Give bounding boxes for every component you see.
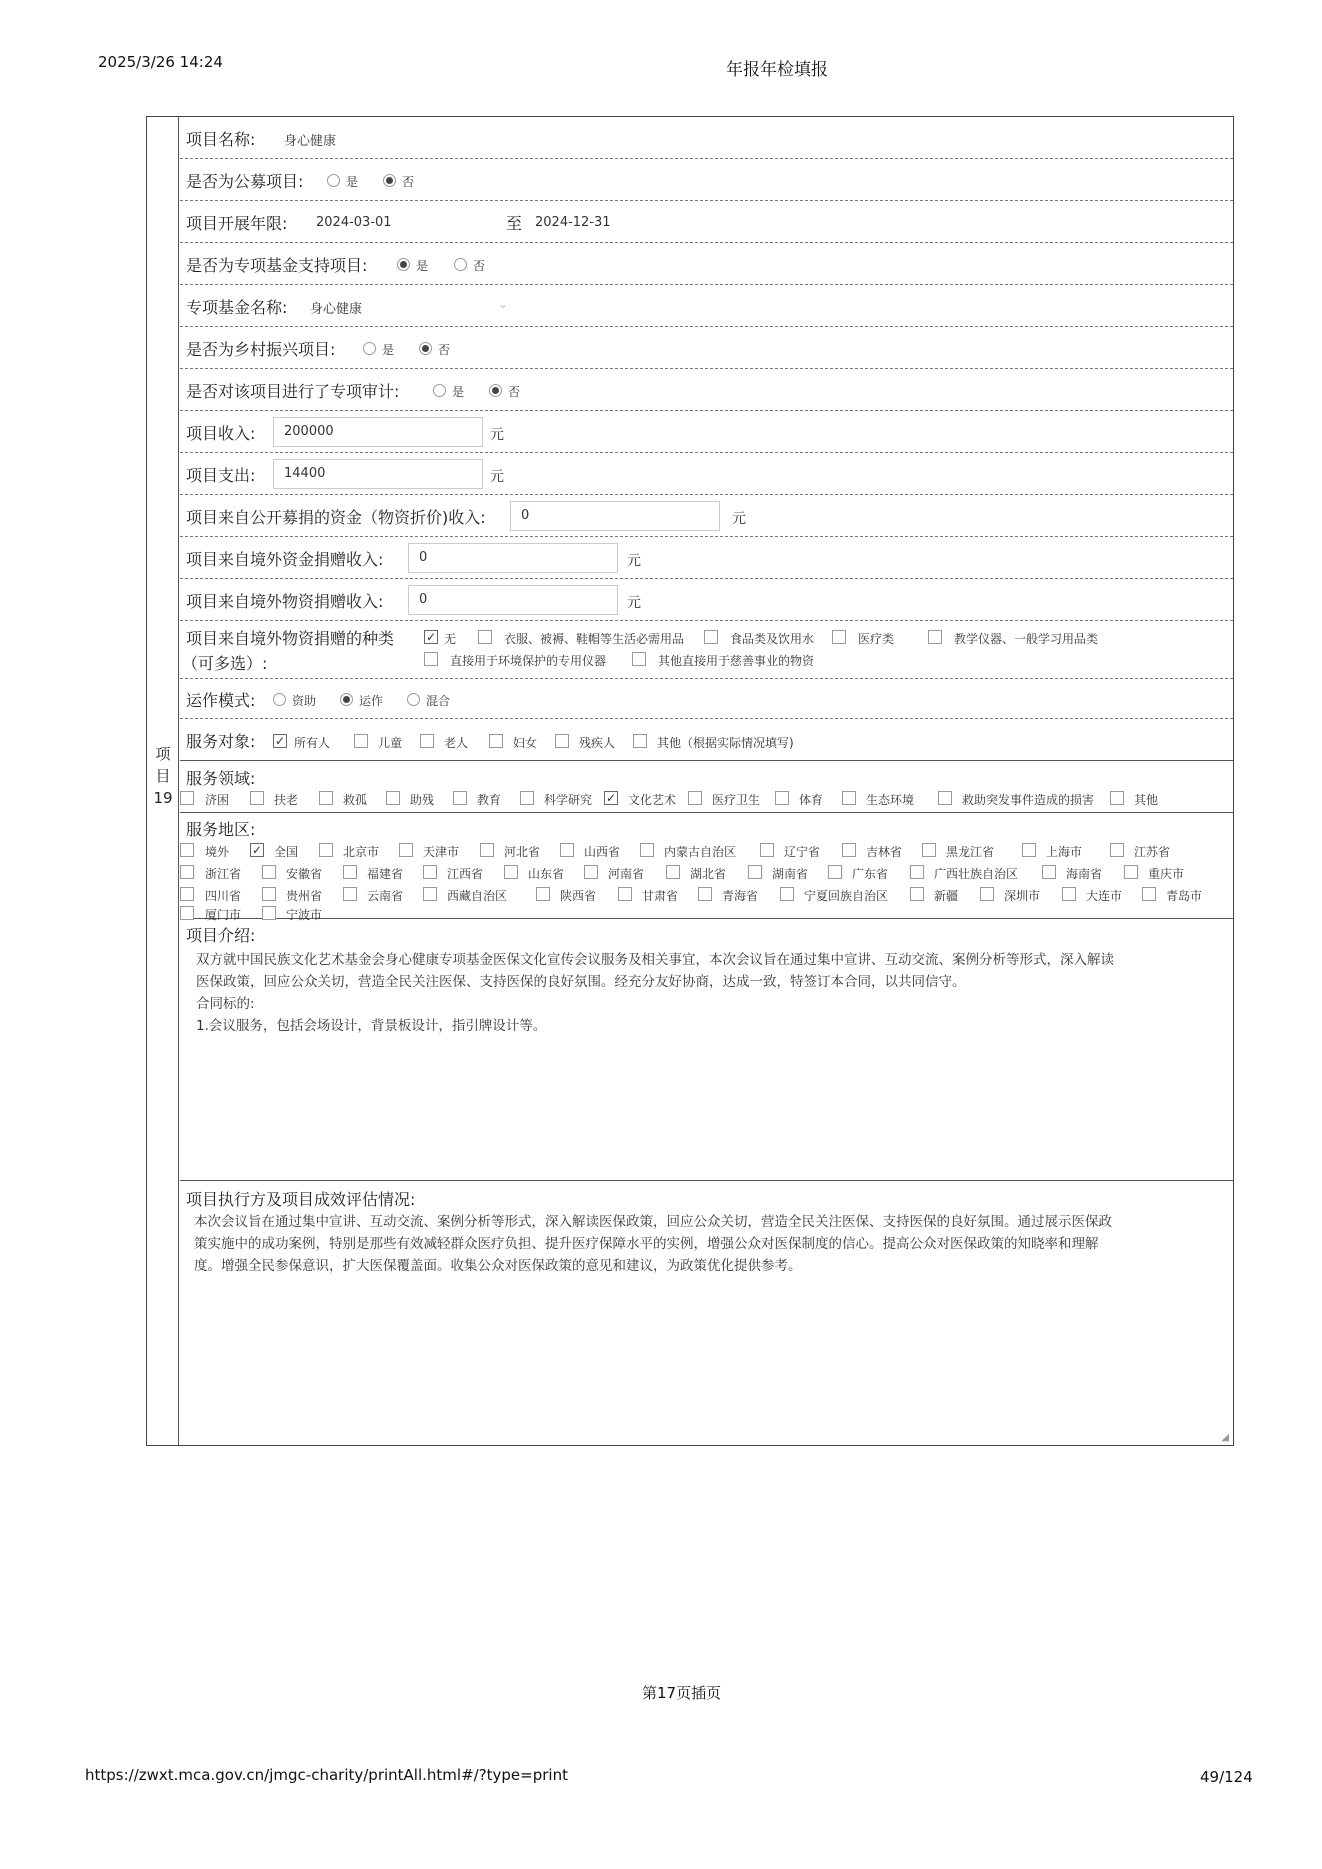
region-hainan-text: 海南省 (1066, 867, 1103, 881)
region-sichuan-checkbox[interactable] (180, 887, 194, 901)
special-fund-name-value[interactable]: 身心健康 (310, 302, 363, 317)
row-special-audit (180, 369, 1233, 411)
region-overseas-checkbox[interactable] (180, 843, 194, 857)
target-women-text: 妇女 (513, 736, 538, 750)
target-disabled-text: 残疾人 (579, 736, 616, 750)
project-side-column (147, 117, 179, 1445)
project-name-label: 项目名称: (186, 130, 256, 149)
foreign-goods-unit: 元 (627, 595, 641, 611)
goods-medical-checkbox[interactable] (832, 630, 846, 644)
region-jiangsu-text: 江苏省 (1134, 845, 1171, 859)
operation-mode-label: 运作模式: (186, 691, 256, 710)
region-hubei-checkbox[interactable] (666, 865, 680, 879)
region-heilongjiang-text: 黑龙江省 (946, 845, 995, 859)
row-project-period (180, 201, 1233, 243)
region-qinghai-text: 青海省 (722, 889, 759, 903)
goods-clothing-text: 衣服、被褥、鞋帽等生活必需用品 (504, 632, 685, 646)
region-anhui-checkbox[interactable] (262, 865, 276, 879)
special-fund-yes-radio[interactable] (397, 258, 410, 271)
field-orphans-checkbox[interactable] (319, 791, 333, 805)
row-goods-types (180, 621, 1233, 679)
income-label: 项目收入: (186, 424, 256, 443)
audit-yes-text: 是 (452, 385, 465, 399)
goods-none-text: 无 (444, 632, 457, 646)
region-tibet-text: 西藏自治区 (447, 889, 508, 903)
region-xinjiang-text: 新疆 (934, 889, 959, 903)
region-gansu-checkbox[interactable] (618, 887, 632, 901)
mode-mixed-radio[interactable] (407, 693, 420, 706)
row-income (180, 411, 1233, 453)
region-guizhou-checkbox[interactable] (262, 887, 276, 901)
region-ningbo-checkbox[interactable] (262, 906, 276, 920)
region-sichuan-text: 四川省 (205, 889, 242, 903)
field-sports-checkbox[interactable] (775, 791, 789, 805)
goods-teaching-checkbox[interactable] (928, 630, 942, 644)
target-disabled-checkbox[interactable] (555, 734, 569, 748)
region-henan-checkbox[interactable] (584, 865, 598, 879)
rural-revitalization-label: 是否为乡村振兴项目: (186, 340, 336, 359)
region-heilongjiang-checkbox[interactable] (922, 843, 936, 857)
mode-funding-radio[interactable] (273, 693, 286, 706)
region-shanxi-checkbox[interactable] (560, 843, 574, 857)
region-fujian-checkbox[interactable] (343, 865, 357, 879)
field-education-checkbox[interactable] (453, 791, 467, 805)
row-project-name (180, 117, 1233, 159)
field-culture-checkbox[interactable]: ✓ (605, 791, 617, 805)
mode-funding-text: 资助 (292, 694, 317, 708)
goods-types-multiselect-note: （可多选）: (182, 654, 268, 673)
foreign-goods-input[interactable]: 0 (408, 585, 618, 615)
mode-operating-radio[interactable] (340, 693, 353, 706)
region-hubei-text: 湖北省 (690, 867, 727, 881)
public-fundraising-no-radio[interactable] (383, 174, 396, 187)
region-dalian-text: 大连市 (1086, 889, 1123, 903)
audit-no-text: 否 (508, 385, 521, 399)
region-anhui-text: 安徽省 (286, 867, 323, 881)
field-education-text: 教育 (477, 793, 502, 807)
region-shandong-text: 山东省 (528, 867, 565, 881)
public-fundraising-yes-text: 是 (346, 175, 359, 189)
region-guizhou-text: 贵州省 (286, 889, 323, 903)
rural-no-text: 否 (438, 343, 451, 357)
public-donation-input[interactable]: 0 (510, 501, 720, 531)
project-intro-textarea[interactable] (196, 949, 1236, 1037)
field-other-text: 其他 (1134, 793, 1159, 807)
goods-other-text: 其他直接用于慈善事业的物资 (658, 654, 815, 668)
region-overseas-text: 境外 (205, 845, 230, 859)
region-nationwide-checkbox[interactable]: ✓ (251, 843, 263, 857)
rural-yes-text: 是 (382, 343, 395, 357)
region-tianjin-checkbox[interactable] (399, 843, 413, 857)
goods-types-label: 项目来自境外物资捐赠的种类 (186, 629, 395, 648)
region-yunnan-text: 云南省 (367, 889, 404, 903)
intro-line-4: 1.会议服务，包括会场设计，背景板设计，指引牌设计等。 (196, 1018, 547, 1034)
field-research-checkbox[interactable] (520, 791, 534, 805)
region-guangxi-text: 广西壮族自治区 (934, 867, 1019, 881)
special-fund-support-label: 是否为专项基金支持项目: (186, 256, 368, 275)
region-gansu-text: 甘肃省 (642, 889, 679, 903)
region-beijing-checkbox[interactable] (319, 843, 333, 857)
target-other-text: 其他（根据实际情况填写) (657, 736, 794, 750)
row-operation-mode (180, 679, 1233, 719)
print-timestamp: 2025/3/26 14:24 (98, 53, 223, 71)
region-qinghai-checkbox[interactable] (698, 887, 712, 901)
row-public-donation (180, 495, 1233, 537)
intro-line-2: 医保政策，回应公众关切，营造全民关注医保、支持医保的良好氛围。经充分友好协商，达成一致，特签订本合同，以共同信守。 (196, 974, 966, 990)
field-poverty-checkbox[interactable] (180, 791, 194, 805)
field-disability-text: 助残 (410, 793, 435, 807)
period-end-date[interactable]: 2024-12-31 (535, 215, 611, 230)
project-name-value: 身心健康 (284, 134, 337, 149)
region-dalian-checkbox[interactable] (1062, 887, 1076, 901)
region-fujian-text: 福建省 (367, 867, 404, 881)
expense-label: 项目支出: (186, 466, 256, 485)
region-guangdong-checkbox[interactable] (828, 865, 842, 879)
region-chongqing-checkbox[interactable] (1124, 865, 1138, 879)
resize-handle-icon[interactable]: ◢ (1221, 1432, 1229, 1443)
region-jiangxi-checkbox[interactable] (423, 865, 437, 879)
field-disability-checkbox[interactable] (386, 791, 400, 805)
row-evaluation (180, 1181, 1233, 1445)
row-rural-revitalization (180, 327, 1233, 369)
field-ecology-text: 生态环境 (866, 793, 915, 807)
public-fundraising-label: 是否为公募项目: (186, 172, 304, 191)
row-public-fundraising (180, 159, 1233, 201)
field-sports-text: 体育 (799, 793, 824, 807)
rural-yes-radio[interactable] (363, 342, 376, 355)
row-service-regions (180, 813, 1233, 922)
field-culture-text: 文化艺术 (628, 793, 677, 807)
goods-medical-text: 医疗类 (858, 632, 895, 646)
field-research-text: 科学研究 (544, 793, 593, 807)
insert-page-label: 第17页插页 (642, 1684, 722, 1702)
region-qingdao-checkbox[interactable] (1142, 887, 1156, 901)
audit-yes-radio[interactable] (433, 384, 446, 397)
goods-environment-checkbox[interactable] (424, 652, 438, 666)
region-nationwide-text: 全国 (274, 845, 299, 859)
income-unit: 元 (490, 427, 504, 443)
field-poverty-text: 济困 (205, 793, 230, 807)
intro-line-3: 合同标的: (196, 996, 255, 1012)
region-shandong-checkbox[interactable] (504, 865, 518, 879)
side-label-char-2: 目 (155, 767, 171, 785)
region-tibet-checkbox[interactable] (423, 887, 437, 901)
income-input[interactable]: 200000 (273, 417, 483, 447)
row-special-fund-support (180, 243, 1233, 285)
goods-clothing-checkbox[interactable] (478, 630, 492, 644)
region-shenzhen-checkbox[interactable] (980, 887, 994, 901)
expense-input[interactable]: 14400 (273, 459, 483, 489)
region-xinjiang-checkbox[interactable] (910, 887, 924, 901)
field-elderly-text: 扶老 (274, 793, 299, 807)
public-fundraising-yes-radio[interactable] (327, 174, 340, 187)
region-inner-mongolia-checkbox[interactable] (640, 843, 654, 857)
goods-food-checkbox[interactable] (704, 630, 718, 644)
public-donation-label: 项目来自公开募捐的资金（物资折价)收入: (186, 508, 486, 527)
rural-no-radio[interactable] (419, 342, 432, 355)
special-fund-no-text: 否 (473, 259, 486, 273)
public-donation-unit: 元 (732, 511, 746, 527)
target-all-text: 所有人 (294, 736, 331, 750)
region-zhejiang-text: 浙江省 (205, 867, 242, 881)
region-guangdong-text: 广东省 (852, 867, 889, 881)
field-health-text: 医疗卫生 (712, 793, 761, 807)
region-chongqing-text: 重庆市 (1148, 867, 1185, 881)
region-xiamen-checkbox[interactable] (180, 906, 194, 920)
row-service-targets (180, 719, 1233, 761)
project-intro-label: 项目介绍: (186, 926, 256, 945)
row-expense (180, 453, 1233, 495)
region-ningxia-checkbox[interactable] (780, 887, 794, 901)
goods-food-text: 食品类及饮用水 (730, 632, 815, 646)
field-emergency-text: 救助突发事件造成的损害 (962, 793, 1095, 807)
row-foreign-goods (180, 579, 1233, 621)
page-title: 年报年检填报 (726, 60, 828, 80)
page-url: https://zwxt.mca.gov.cn/jmgc-charity/printAll.html#/?type=print (85, 1766, 568, 1784)
field-elderly-checkbox[interactable] (250, 791, 264, 805)
goods-other-checkbox[interactable] (632, 652, 646, 666)
region-beijing-text: 北京市 (343, 845, 380, 859)
project-number-label (147, 743, 179, 809)
region-hebei-checkbox[interactable] (480, 843, 494, 857)
mode-operating-text: 运作 (359, 694, 384, 708)
region-liaoning-checkbox[interactable] (760, 843, 774, 857)
evaluation-line-2: 策实施中的成功案例，特别是那些有效减轻群众医疗负担、提升医疗保障水平的实例，增强公众对医保制度的信心。提高公众对医保政策的知晓率和理解 (194, 1236, 1099, 1252)
foreign-fund-unit: 元 (627, 553, 641, 569)
region-jiangxi-text: 江西省 (447, 867, 484, 881)
region-jiangsu-checkbox[interactable] (1110, 843, 1124, 857)
goods-environment-text: 直接用于环境保护的专用仪器 (450, 654, 607, 668)
field-health-checkbox[interactable] (688, 791, 702, 805)
evaluation-line-1: 本次会议旨在通过集中宣讲、互动交流、案例分析等形式，深入解读医保政策，回应公众关切，营造全民关注医保、支持医保的良好氛围。通过展示医保政 (194, 1214, 1112, 1230)
special-fund-no-radio[interactable] (454, 258, 467, 271)
page-count: 49/124 (1200, 1768, 1253, 1786)
service-regions-label: 服务地区: (186, 820, 256, 839)
region-shanghai-checkbox[interactable] (1022, 843, 1036, 857)
special-fund-yes-text: 是 (416, 259, 429, 273)
target-other-checkbox[interactable] (633, 734, 647, 748)
region-zhejiang-checkbox[interactable] (180, 865, 194, 879)
row-foreign-fund (180, 537, 1233, 579)
row-special-fund-name (180, 285, 1233, 327)
evaluation-line-3: 度。增强全民参保意识，扩大医保覆盖面。收集公众对医保政策的意见和建议，为政策优化提供参考。 (194, 1258, 802, 1274)
foreign-goods-label: 项目来自境外物资捐赠收入: (186, 592, 384, 611)
service-fields-label: 服务领域: (186, 769, 256, 788)
region-shenzhen-text: 深圳市 (1004, 889, 1041, 903)
intro-line-1: 双方就中国民族文化艺术基金会身心健康专项基金医保文化宣传会议服务及相关事宜，本次会议旨在通过集中宣讲、互动交流、案例分析等形式，深入解读 (196, 952, 1114, 968)
side-label-char-1: 项 (155, 745, 171, 763)
goods-teaching-text: 教学仪器、一般学习用品类 (954, 632, 1099, 646)
evaluation-label: 项目执行方及项目成效评估情况: (186, 1190, 416, 1209)
region-xiamen-text: 厦门市 (205, 908, 242, 922)
goods-none-checkbox[interactable]: ✓ (425, 630, 437, 644)
region-shanghai-text: 上海市 (1046, 845, 1083, 859)
public-fundraising-no-text: 否 (402, 175, 415, 189)
region-qingdao-text: 青岛市 (1166, 889, 1203, 903)
target-children-checkbox[interactable] (354, 734, 368, 748)
region-hunan-text: 湖南省 (772, 867, 809, 881)
field-other-checkbox[interactable] (1110, 791, 1124, 805)
foreign-fund-label: 项目来自境外资金捐赠收入: (186, 550, 384, 569)
period-separator: 至 (506, 214, 523, 233)
region-henan-text: 河南省 (608, 867, 645, 881)
field-ecology-checkbox[interactable] (842, 791, 856, 805)
side-label-number: 19 (153, 789, 173, 807)
project-period-label: 项目开展年限: (186, 214, 288, 233)
field-orphans-text: 救孤 (343, 793, 368, 807)
target-elderly-checkbox[interactable] (420, 734, 434, 748)
annual-report-form (146, 116, 1234, 1446)
special-fund-name-label: 专项基金名称: (186, 298, 288, 317)
foreign-fund-input[interactable]: 0 (408, 543, 618, 573)
region-liaoning-text: 辽宁省 (784, 845, 821, 859)
service-targets-label: 服务对象: (186, 732, 256, 751)
region-ningbo-text: 宁波市 (286, 908, 323, 922)
region-hunan-checkbox[interactable] (748, 865, 762, 879)
target-all-checkbox[interactable]: ✓ (274, 734, 286, 748)
region-hebei-text: 河北省 (504, 845, 541, 859)
region-ningxia-text: 宁夏回族自治区 (804, 889, 889, 903)
region-shaanxi-text: 陕西省 (560, 889, 597, 903)
chevron-down-icon[interactable]: ⌄ (498, 297, 509, 311)
region-jilin-text: 吉林省 (866, 845, 903, 859)
mode-mixed-text: 混合 (426, 694, 451, 708)
expense-unit: 元 (490, 469, 504, 485)
row-project-intro (180, 919, 1233, 1181)
audit-no-radio[interactable] (489, 384, 502, 397)
region-inner-mongolia-text: 内蒙古自治区 (664, 845, 737, 859)
field-emergency-checkbox[interactable] (938, 791, 952, 805)
row-service-fields (180, 761, 1233, 813)
region-jilin-checkbox[interactable] (842, 843, 856, 857)
period-start-date[interactable]: 2024-03-01 (316, 215, 392, 230)
target-children-text: 儿童 (378, 736, 403, 750)
target-women-checkbox[interactable] (489, 734, 503, 748)
region-guangxi-checkbox[interactable] (910, 865, 924, 879)
target-elderly-text: 老人 (444, 736, 469, 750)
special-audit-label: 是否对该项目进行了专项审计: (186, 382, 400, 401)
region-tianjin-text: 天津市 (423, 845, 460, 859)
region-hainan-checkbox[interactable] (1042, 865, 1056, 879)
evaluation-textarea[interactable] (194, 1211, 1234, 1277)
region-shaanxi-checkbox[interactable] (536, 887, 550, 901)
region-shanxi-text: 山西省 (584, 845, 621, 859)
region-yunnan-checkbox[interactable] (343, 887, 357, 901)
